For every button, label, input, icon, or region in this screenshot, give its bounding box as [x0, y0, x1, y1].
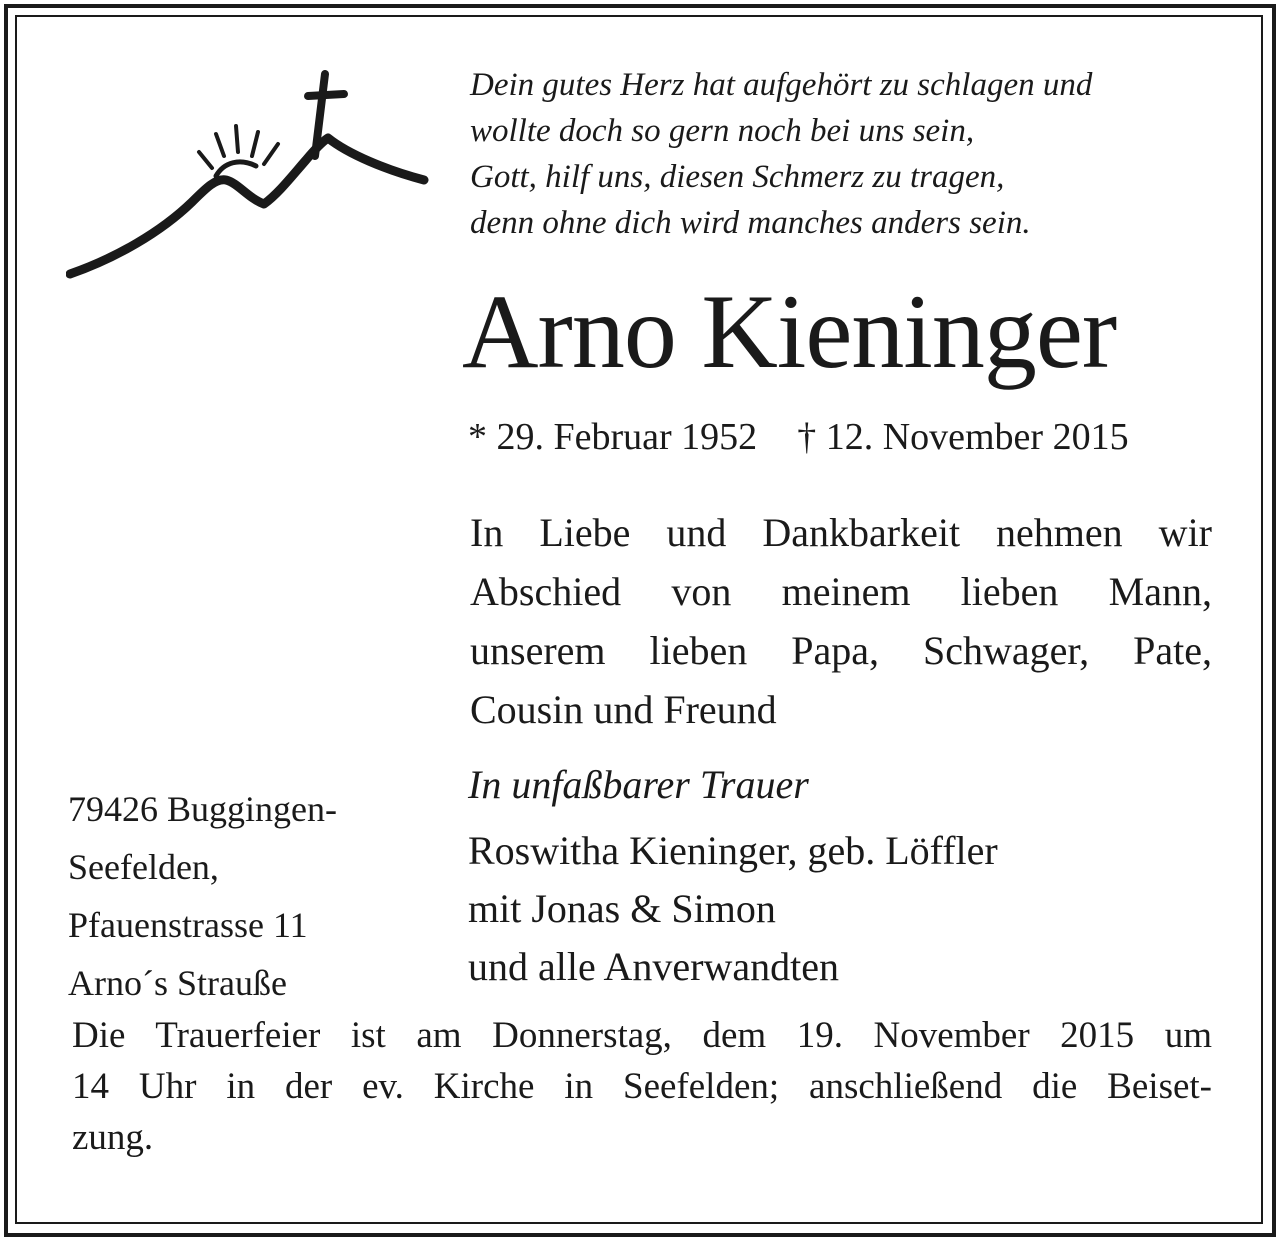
farewell-message: [470, 503, 1212, 739]
mourners-list: [468, 822, 998, 996]
address-line: Pfauenstrasse 11: [68, 905, 308, 945]
verse-line: Gott, hilf uns, diesen Schmerz zu tragen,: [470, 159, 1005, 195]
life-dates: [468, 414, 1129, 460]
mourner-line: und alle Anverwandten: [468, 944, 839, 989]
mountain-cross-sun-icon: [66, 70, 430, 280]
mourner-line: Roswitha Kieninger, geb. Löffler: [468, 828, 998, 873]
funeral-line: 14 Uhr in der ev. Kirche in Seefelden; anschließend die Beiset-: [72, 1066, 1212, 1107]
message-line: In Liebe und Dankbarkeit nehmen wir: [470, 510, 1212, 555]
mourning-heading: In unfaßbarer Trauer: [468, 762, 809, 807]
verse-line: Dein gutes Herz hat aufgehört zu schlagen und: [470, 67, 1093, 103]
funeral-line: Die Trauerfeier ist am Donnerstag, dem 19. November 2015 um: [72, 1015, 1212, 1056]
verse-line: denn ohne dich wird manches anders sein.: [470, 205, 1031, 241]
death-date: † 12. November 2015: [797, 416, 1129, 458]
address-line: Seefelden,: [68, 847, 219, 887]
address-line: Arno´s Strauße: [68, 963, 287, 1003]
funeral-line: zung.: [72, 1117, 154, 1158]
funeral-notice: [72, 1010, 1212, 1163]
address-line: 79426 Buggingen-: [68, 789, 337, 829]
deceased-name: Arno Kieninger: [462, 273, 1117, 390]
family-address: [68, 780, 337, 1012]
message-line: Cousin und Freund: [470, 687, 777, 732]
memorial-verse: [470, 62, 1250, 246]
mourner-line: mit Jonas & Simon: [468, 886, 776, 931]
birth-date: * 29. Februar 1952: [468, 416, 758, 458]
verse-line: wollte doch so gern noch bei uns sein,: [470, 113, 975, 149]
message-line: Abschied von meinem lieben Mann,: [470, 569, 1212, 614]
message-line: unserem lieben Papa, Schwager, Pate,: [470, 628, 1212, 673]
